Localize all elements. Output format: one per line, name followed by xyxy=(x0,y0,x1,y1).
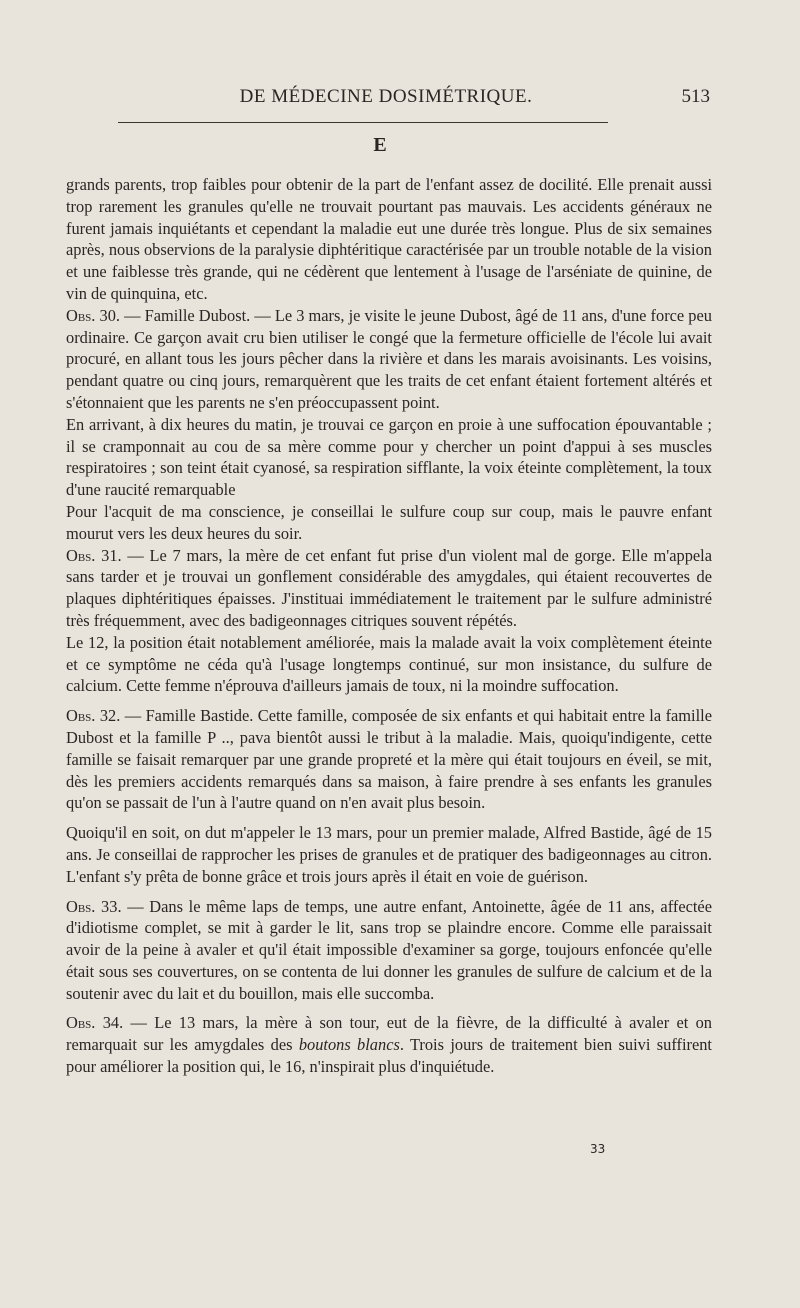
paragraph: grands parents, trop faibles pour obtenir de la part de l'enfant assez de docilité. Elle prenait aussi trop rarement les granules qu'elle ne trouvait pourtant pas mauvais. Les accidents généraux ne furent jamais inquiétants et cependant la maladie eut une durée très longue. Plus de six semaines après, nous observions de la paralysie diphtéritique caractérisée par un trouble notable de la vision et une faiblesse très grande, qui ne cédèrent que lentement à l'usage de l'arséniate de quinine, de vin de quinquina, etc. xyxy=(66,175,712,303)
signature-mark: 33 xyxy=(590,1142,606,1156)
paragraph: Quoiqu'il en soit, on dut m'appeler le 13 mars, pour un premier malade, Alfred Bastide, âgé de 15 ans. Je conseillai de rapprocher les prises de granules et de pratiquer des badigeonnages au citron. L'enfant s'y prêta de bonne grâce et trois jours après il était en voie de guérison. xyxy=(66,823,712,886)
obs-label: Obs. 34. xyxy=(66,1013,124,1033)
paragraph: En arrivant, à dix heures du matin, je trouvai ce garçon en proie à une suffocation épouvantable ; il se cramponnait au cou de sa mère comme pour y chercher un point d'appui à ses muscles respiratoires ; son teint était cyanosé, sa respiration sifflante, la voix éteinte complètement, la toux d'une raucité remarquable xyxy=(66,414,712,500)
paragraph-obs-33: Obs. 33. — Dans le même laps de temps, une autre enfant, Antoinette, âgée de 11 ans, affectée d'idiotisme complet, se mit à garder le lit, sans trop se plaindre encore. Comme elle paraissait avoir de la peine à avaler et qu'il était impossible d'examiner sa gorge, toujours enfoncée qu'elle était sous ses couvertures, on se contenta de lui donner les granules de sulfure de calcium et de la soutenir avec du lait et du bouillon, mais elle succomba. xyxy=(66,896,712,1003)
obs-label: Obs. 33. xyxy=(66,896,122,916)
obs-label: Obs. 30. xyxy=(66,305,120,325)
header-rule xyxy=(118,122,608,123)
paragraph: Le 12, la position était notablement améliorée, mais la malade avait la voix complètement éteinte et ce symptôme ne céda qu'à l'usage longtemps continué, sur mon insistance, du sulfure de calcium. Cette femme n'éprouva d'ailleurs jamais de toux, ni la moindre suffocation. xyxy=(66,632,712,696)
running-head xyxy=(62,86,710,116)
paragraph-obs-32: Obs. 32. — Famille Bastide. Cette famille, composée de six enfants et qui habitait entre la famille Dubost et la famille P .., pava bientôt aussi le tribut à la maladie. Mais, quoiqu'indigente, cette famille se faisait remarquer par une grande propreté et la mère qui était toujours en éveil, se mit, dès les premiers accidents remarqués dans sa maison, à faire prendre à ses enfants les granules qu'on se passait de l'un à l'autre quand on n'en avait plus besoin. xyxy=(66,706,712,813)
paragraph-obs-30: Obs. 30. — Famille Dubost. — Le 3 mars, je visite le jeune Dubost, âgé de 11 ans, d'une force peu ordinaire. Ce garçon avait cru bien utiliser le congé que la fermeture officielle de l'école lui avait procuré, en allant tous les jours pêcher dans la rivière et dans les marais avoisinants. Les voisins, pendant quatre ou cinq jours, remarquèrent que les traits de cet enfant étaient fortement altérés et s'étonnaient que les parents ne s'en préoccupassent point. xyxy=(66,305,712,412)
running-title: DE MÉDECINE DOSIMÉTRIQUE. xyxy=(239,86,533,107)
obs-label: Obs. 31. xyxy=(66,545,122,565)
paragraph: Pour l'acquit de ma conscience, je conseillai le sulfure coup sur coup, mais le pauvre enfant mourut vers les deux heures du soir. xyxy=(66,501,712,543)
body-text xyxy=(66,174,712,1078)
paragraph-obs-34: Obs. 34. — Le 13 mars, la mère à son tour, eut de la fièvre, de la difficulté à avaler et on remarquait sur les amygdales des boutons blancs. Trois jours de traitement bien suivi suffirent pour améliorer la position qui, le 16, n'inspirait plus d'inquiétude. xyxy=(66,1013,712,1077)
italic-term: boutons blancs xyxy=(298,1035,400,1055)
paragraph-obs-31: Obs. 31. — Le 7 mars, la mère de cet enfant fut prise d'un violent mal de gorge. Elle m'appela sans tarder et je trouvai un gonflement considérable des amygdales, qui étaient recouvertes de plaques diphtéritiques épaisses. J'instituai immédiatement le traitement par le sulfure administré très fréquemment, avec des badigeonnages citriques souvent répétés. xyxy=(66,545,712,630)
obs-label: Obs. 32. xyxy=(66,706,121,726)
section-letter: E xyxy=(373,134,387,156)
page-number: 513 xyxy=(681,86,710,107)
